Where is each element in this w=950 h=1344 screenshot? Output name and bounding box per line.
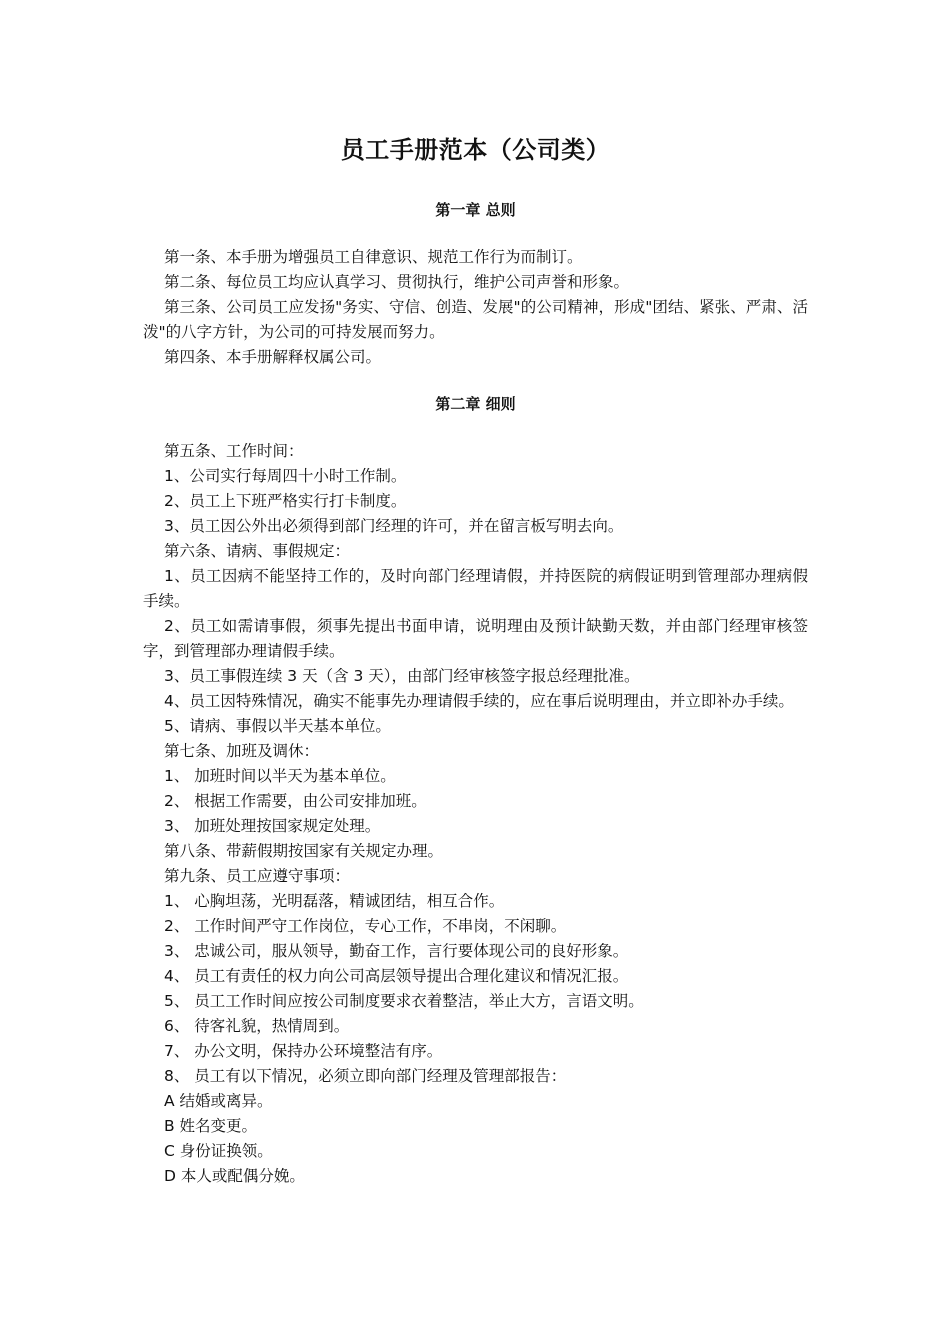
- article-paragraph: 3、 忠诚公司，服从领导，勤奋工作，言行要体现公司的良好形象。: [164, 942, 629, 960]
- article-paragraph: 3、员工事假连续 3 天（含 3 天），由部门经审核签字报总经理批准。: [164, 667, 640, 685]
- chapter-body: [143, 439, 808, 1189]
- article-paragraph: 2、员工上下班严格实行打卡制度。: [164, 492, 407, 510]
- chapter-body: [143, 245, 808, 370]
- article-paragraph: B 姓名变更。: [164, 1117, 258, 1135]
- article-paragraph: 4、 员工有责任的权力向公司高层领导提出合理化建议和情况汇报。: [164, 967, 629, 985]
- document-title: 员工手册范本（公司类）: [340, 136, 611, 164]
- article-paragraph: 1、 加班时间以半天为基本单位。: [164, 767, 396, 785]
- article-paragraph: A 结婚或离异。: [164, 1092, 273, 1110]
- article-paragraph: 1、员工因病不能坚持工作的，及时向部门经理请假，并持医院的病假证明到管理部办理病假手续。: [143, 567, 808, 610]
- article-paragraph: 第二条、每位员工均应认真学习、贯彻执行，维护公司声誉和形象。: [164, 273, 630, 291]
- article-paragraph: 第七条、加班及调休：: [164, 742, 320, 760]
- article-paragraph: 2、 工作时间严守工作岗位，专心工作，不串岗，不闲聊。: [164, 917, 567, 935]
- article-paragraph: 5、请病、事假以半天基本单位。: [164, 717, 391, 735]
- article-paragraph: 第五条、工作时间：: [164, 442, 304, 460]
- article-paragraph: 第三条、公司员工应发扬"务实、守信、创造、发展"的公司精神，形成"团结、紧张、严肃、活泼"的八字方针，为公司的可持发展而努力。: [143, 298, 808, 341]
- chapter-heading: 第一章 总则: [435, 201, 516, 219]
- article-paragraph: 1、 心胸坦荡，光明磊落，精诚团结，相互合作。: [164, 892, 505, 910]
- article-paragraph: 第八条、带薪假期按国家有关规定办理。: [164, 842, 444, 860]
- article-paragraph: 8、 员工有以下情况，必须立即向部门经理及管理部报告：: [164, 1067, 567, 1085]
- article-paragraph: 2、 根据工作需要，由公司安排加班。: [164, 792, 427, 810]
- article-paragraph: 3、 加班处理按国家规定处理。: [164, 817, 381, 835]
- article-paragraph: 3、员工因公外出必须得到部门经理的许可，并在留言板写明去向。: [164, 517, 624, 535]
- article-paragraph: 1、公司实行每周四十小时工作制。: [164, 467, 407, 485]
- article-paragraph: 第九条、员工应遵守事项：: [164, 867, 351, 885]
- article-paragraph: 6、 待客礼貌，热情周到。: [164, 1017, 350, 1035]
- chapter-heading: 第二章 细则: [435, 395, 516, 413]
- article-paragraph: 2、员工如需请事假，须事先提出书面申请，说明理由及预计缺勤天数，并由部门经理审核签字，到管理部办理请假手续。: [143, 617, 808, 660]
- article-paragraph: 5、 员工工作时间应按公司制度要求衣着整洁，举止大方，言语文明。: [164, 992, 644, 1010]
- article-paragraph: 4、员工因特殊情况，确实不能事先办理请假手续的，应在事后说明理由，并立即补办手续。: [164, 692, 794, 710]
- article-paragraph: 7、 办公文明，保持办公环境整洁有序。: [164, 1042, 443, 1060]
- article-paragraph: 第四条、本手册解释权属公司。: [164, 348, 382, 366]
- article-paragraph: 第一条、本手册为增强员工自律意识、规范工作行为而制订。: [164, 248, 583, 266]
- article-paragraph: 第六条、请病、事假规定：: [164, 542, 351, 560]
- article-paragraph: D 本人或配偶分娩。: [164, 1167, 305, 1185]
- article-paragraph: C 身份证换领。: [164, 1142, 273, 1160]
